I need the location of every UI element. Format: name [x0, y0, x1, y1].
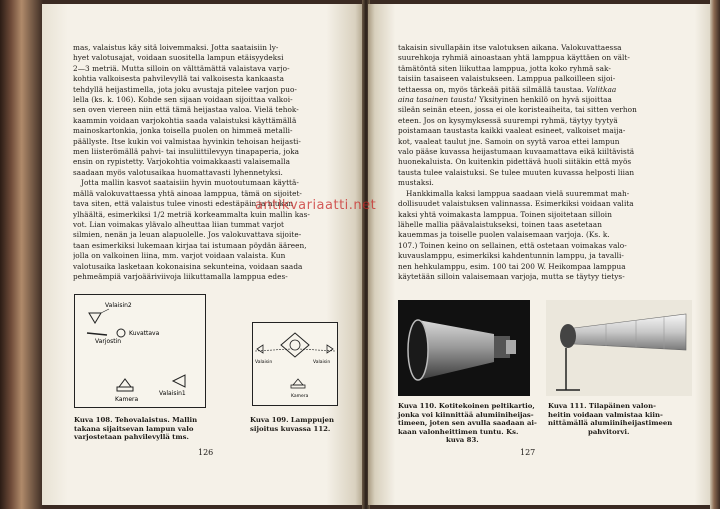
text-line: huonekaluista. On kuitenkin pidettävä huoli siitäkin että myös — [398, 157, 632, 167]
text-line: men liisterömällä pahvi- tai insuliittilevyyn tinapaperia, joka — [73, 147, 300, 157]
reflector-icon — [87, 333, 107, 335]
text-line: takaisin sivullapäin itse valotuksen aikana. Valokuvattaessa — [398, 43, 622, 52]
text-line: kauemmas ja toiselle puolen valaisemaan varjoja. (Ks. k. — [398, 230, 610, 240]
caption-line: pahvitorvi. — [588, 427, 630, 436]
page-edge — [710, 0, 720, 509]
text-line: lähelle mallia päävalaistukseksi, toinen taas asetetaan — [398, 219, 602, 229]
caption-line: nittämällä alumiiniheijastimeen — [548, 419, 673, 428]
text-line: kaksi yhtä voimakasta lamppua. Toinen sijoitetaan silloin — [398, 209, 612, 219]
text-line: silmien, nenän ja leuan alapuolelle. Jos valokuvattava sijoite- — [73, 230, 302, 240]
italic-segment: Valitkaa — [586, 84, 617, 94]
left-page-body — [73, 43, 345, 282]
text-line: saadaan myös valotusaikaa huomattavasti lyhennetyksi. — [73, 167, 283, 177]
text-line: Jotta mallin kasvot saataisiin hyvin muotoutumaan käyttä- — [81, 178, 299, 188]
caption-line: sijoitus kuvassa 112. — [250, 424, 331, 433]
text-line: valo pääse kuvassa heijastumaan kuvaamattava eikä kiiltävistä — [398, 147, 635, 157]
caption-line: Kuva 108. Tehovalaistus. Mallin — [74, 416, 198, 424]
caption-line: jonka voi kiinnittää alumiiniheijas- — [398, 410, 534, 419]
text-line — [398, 95, 688, 105]
watermark-text: antikvariaatti.net — [255, 198, 377, 213]
figure-108-diagram — [74, 294, 206, 408]
text-line: tava siten, että valaistus tulee vinosti edestäpäin ja hiukan — [73, 199, 294, 209]
text-line: kaammin voidaan varjokohtia saada valaistuksi käyttämällä — [73, 115, 297, 125]
camera-icon — [293, 379, 303, 385]
figure-111-caption — [548, 402, 688, 436]
text-line: tehdyllä heijastimella, jota joku avustaja pitelee varjon puo- — [73, 84, 297, 94]
page-number-right: 127 — [520, 448, 536, 457]
text-line: 2—3 metriä. Mutta silloin on välttämättä valaistava varjo- — [73, 63, 290, 73]
label-valaisin-right: Valaisin — [313, 360, 331, 365]
label-valaisin-left: Valaisin — [255, 360, 273, 365]
text-segment: tettaessa on, myös tärkeää pitää silmällä taustaa. — [398, 84, 584, 94]
caption-line: varjostetaan pahvilevyllä tms. — [74, 433, 189, 442]
caption-line: takana sijaitsevan lampun valo — [74, 424, 194, 433]
text-line: jolla on valkoinen liina, mm. varjot voidaan valaista. Kun — [73, 251, 286, 261]
figure-109-diagram — [252, 322, 338, 406]
text-line: poistamaan taustasta kaikki vaaleat esineet, valkoiset maija- — [398, 126, 626, 136]
lighting-diagram-108 — [75, 295, 205, 407]
text-line: mustaksi. — [398, 178, 434, 188]
text-segment: Yksityinen henkilö on hyvä sijoittaa — [476, 95, 612, 105]
page-number-left: 126 — [198, 448, 214, 457]
text-line: hyet valotusajat, voidaan suositella lampun etäisyydeksi — [73, 53, 284, 63]
text-line: lella (ks. k. 106). Kohde sen sijaan voidaan sijoittaa valkoi- — [73, 95, 293, 105]
figure-110-caption — [398, 402, 538, 445]
text-line: suurehkoja ryhmiä ainoastaan yhtä lamppua käyttäen on vält- — [398, 53, 630, 63]
caption-line: Kuva 111. Tilapäinen valon- — [548, 402, 656, 410]
label-kamera: Kamera — [291, 394, 309, 399]
text-line: taan esimerkiksi lukemaan kirjaa tai istumaan pöydän ääreen, — [73, 240, 307, 250]
text-line: dollisuudet valaistuksen valinnassa. Esimerkiksi voidaan valita — [398, 199, 634, 209]
label-valaisin1: Valaisin1 — [159, 390, 186, 397]
caption-line: kuva 83. — [446, 436, 479, 445]
lighting-diagram-109 — [253, 323, 337, 405]
label-kuvattava: Kuvattava — [129, 330, 160, 337]
caption-line: Kuva 109. Lamppujen — [250, 416, 335, 424]
right-page — [368, 4, 712, 505]
italic-segment: aina tasainen tausta! — [398, 95, 477, 105]
text-line: päällyste. Itse kukin voi valmistaa hyvinkin tehoisan heijasti- — [73, 136, 301, 146]
right-page-body — [398, 43, 688, 282]
text-line: Hankkimalla kaksi lamppua saadaan vielä suuremmat mah- — [406, 188, 630, 198]
lamp-icon — [89, 313, 101, 323]
text-line: taisiin tasaiseen valaistukseen. Lamppua palkoilleen sijoi- — [398, 74, 616, 84]
text-line: mainoskartonkia, jonka toisella puolen on himmeä metalli- — [73, 126, 293, 136]
lamp-icon — [327, 345, 333, 353]
subject-icon — [117, 329, 125, 337]
subject-icon — [281, 333, 309, 357]
text-line: ensin on rypistetty. Varjokohtia voimakkaasti valaisemalla — [73, 157, 291, 167]
text-line: ylhäältä, esimerkiksi 1/2 metriä korkeammalta kuin mallin kas- — [73, 209, 310, 219]
text-line: vot. Lian voimakas ylävalo alheuttaa liian tummat varjot — [73, 219, 284, 229]
caption-line: heitin voidaan valmistaa kiin- — [548, 410, 663, 419]
figure-110-photo — [398, 300, 530, 396]
text-line: kohtia valkoisesta pahvilevyllä tai valkoisesta kankaasta — [73, 74, 284, 84]
figure-108-caption — [74, 416, 214, 442]
text-line — [398, 85, 688, 95]
figure-111-photo — [546, 300, 692, 396]
text-line: eteen. Jos on kysymyksessä suurempi ryhmä, täytyy tyytyä — [398, 115, 618, 125]
text-line: sen oven viereen niin että tämä heijastaa valoa. Vielä tehok- — [73, 105, 299, 115]
text-line: pehmeämpiä varjoääriviivoja liikuttamalla lamppua edes- — [73, 271, 288, 281]
left-page — [42, 4, 365, 505]
text-line: käytetään silloin valaisemaan varjoja, mutta se täytyy tietys- — [398, 271, 625, 281]
text-line: tausta tulee valaistuksi. Se tulee muuten kuvassa helposti liian — [398, 167, 635, 177]
label-valaisin2: Valaisin2 — [105, 302, 132, 309]
label-varjostin: Varjostin — [95, 338, 122, 345]
text-line: mas, valaistus käy sitä loivemmaksi. Jotta saataisiin ly- — [73, 43, 279, 52]
lamp-icon — [173, 375, 185, 387]
camera-icon — [119, 379, 131, 387]
caption-line: kaan valonheittimen tuntu. Ks. — [398, 427, 519, 436]
caption-line: timeen, joten sen avulla saadaan ai- — [398, 419, 537, 428]
text-line: tämätöntä siten liikuttaa lamppua, jotta koko ryhmä sak- — [398, 63, 611, 73]
text-line: kuvauslamppu, esimerkiksi kahdentunnin lamppu, ja tavalli- — [398, 251, 624, 261]
text-line: 107.) Toinen keino on sellainen, että ostetaan voimakas valo- — [398, 240, 627, 250]
text-line: kot, vaaleat taulut jne. Samoin on syytä varoa ettei lampun — [398, 136, 620, 146]
figure-109-caption — [250, 416, 350, 433]
text-line: nen hehkulamppu, esim. 100 tai 200 W. Heikompaa lamppua — [398, 261, 626, 271]
lamp-icon — [257, 345, 263, 353]
text-line: sileän seinän eteen, jossa ei ole koristeaiheita, tai sitten verhon — [398, 105, 637, 115]
text-line: mällä valokuvattaessa yhtä ainoaa lamppua, tämä on sijoitet- — [73, 188, 302, 198]
text-line: valotusaika lasketaan kokonaisina sekunteina, voidaan saada — [73, 261, 303, 271]
caption-line: Kuva 110. Kotitekoinen peltikartio, — [398, 402, 535, 410]
label-kamera: Kamera — [115, 396, 139, 403]
